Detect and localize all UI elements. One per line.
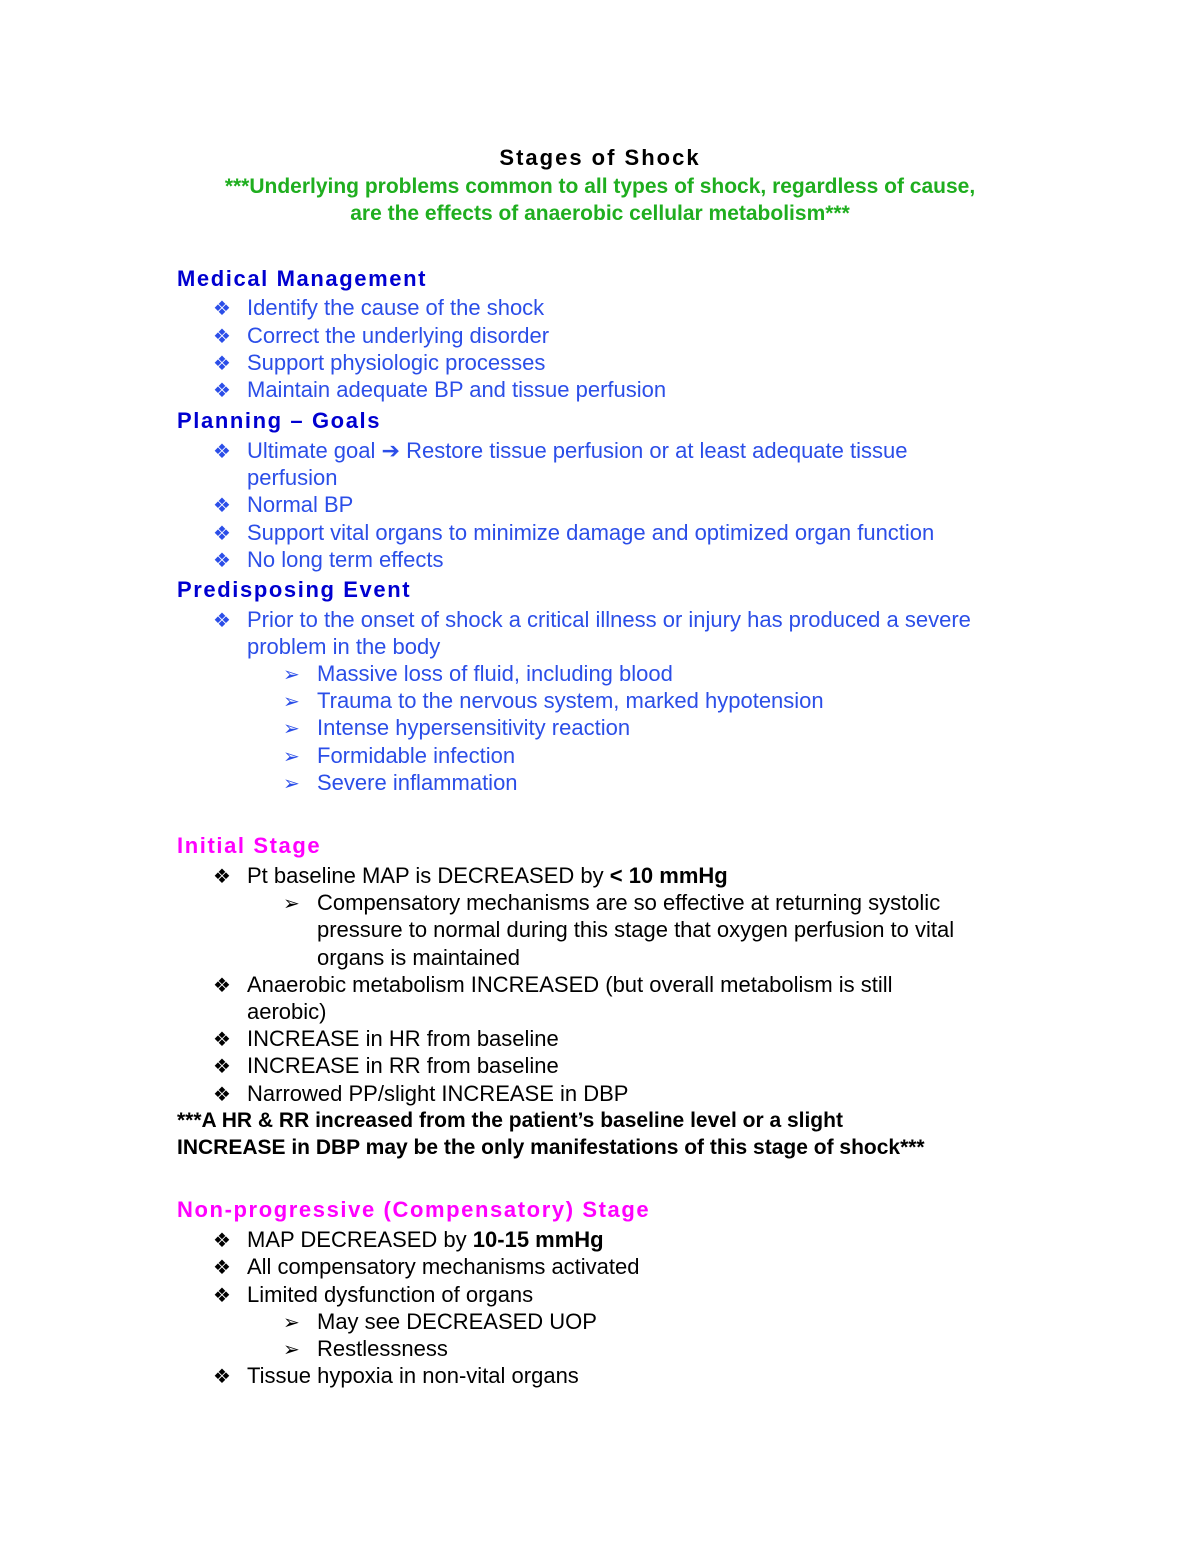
heading-planning-goals: Planning – Goals xyxy=(177,408,382,433)
sub-list-item-continuation: pressure to normal during this stage that oxygen perfusion to vital xyxy=(317,917,955,942)
diamond-bullet-icon: ❖ xyxy=(213,1084,231,1106)
list-item: Normal BP xyxy=(247,492,354,517)
arrowhead-bullet-icon: ➢ xyxy=(283,773,300,795)
diamond-bullet-icon: ❖ xyxy=(213,380,231,402)
sub-list-item: Severe inflammation xyxy=(317,770,518,795)
list-item-continuation: perfusion xyxy=(247,465,338,490)
sub-list-item: Compensatory mechanisms are so effective at returning systolic xyxy=(317,890,941,915)
diamond-bullet-icon: ❖ xyxy=(213,610,231,632)
note-line-1: ***A HR & RR increased from the patient’s baseline level or a slight xyxy=(177,1109,843,1132)
page-title: Stages of Shock xyxy=(499,145,701,170)
arrowhead-bullet-icon: ➢ xyxy=(283,718,300,740)
right-arrow-icon: ➔ xyxy=(381,438,400,463)
list-item-text: Ultimate goal xyxy=(247,438,382,463)
heading-nonprogressive-stage: Non-progressive (Compensatory) Stage xyxy=(177,1197,651,1222)
sub-list-item: Intense hypersensitivity reaction xyxy=(317,715,631,740)
diamond-bullet-icon: ❖ xyxy=(213,298,231,320)
list-item: Limited dysfunction of organs xyxy=(247,1282,534,1307)
sub-list-item: Massive loss of fluid, including blood xyxy=(317,661,673,686)
diamond-bullet-icon: ❖ xyxy=(213,1257,231,1279)
list-item: Identify the cause of the shock xyxy=(247,295,545,320)
list-item: Tissue hypoxia in non-vital organs xyxy=(247,1363,579,1388)
list-item: Support vital organs to minimize damage and optimized organ function xyxy=(247,520,935,545)
diamond-bullet-icon: ❖ xyxy=(213,353,231,375)
diamond-bullet-icon: ❖ xyxy=(213,866,231,888)
arrowhead-bullet-icon: ➢ xyxy=(283,893,300,915)
diamond-bullet-icon: ❖ xyxy=(213,441,231,463)
diamond-bullet-icon: ❖ xyxy=(213,523,231,545)
diamond-bullet-icon: ❖ xyxy=(213,326,231,348)
diamond-bullet-icon: ❖ xyxy=(213,550,231,572)
arrowhead-bullet-icon: ➢ xyxy=(283,1312,300,1334)
list-item: No long term effects xyxy=(247,547,444,572)
list-item-continuation: problem in the body xyxy=(247,634,441,659)
list-item-continuation: aerobic) xyxy=(247,999,327,1024)
sub-list-item-continuation: organs is maintained xyxy=(317,945,521,970)
diamond-bullet-icon: ❖ xyxy=(213,1230,231,1252)
arrowhead-bullet-icon: ➢ xyxy=(283,664,300,686)
list-item-text: MAP DECREASED by xyxy=(247,1227,473,1252)
heading-medical-management: Medical Management xyxy=(177,266,428,291)
list-item: All compensatory mechanisms activated xyxy=(247,1254,640,1279)
heading-initial-stage: Initial Stage xyxy=(177,833,322,858)
diamond-bullet-icon: ❖ xyxy=(213,1029,231,1051)
arrowhead-bullet-icon: ➢ xyxy=(283,691,300,713)
map-value: < 10 mmHg xyxy=(609,863,728,888)
list-item: Prior to the onset of shock a critical illness or injury has produced a severe xyxy=(247,607,971,632)
list-item: Support physiologic processes xyxy=(247,350,546,375)
note-line-2: INCREASE in DBP may be the only manifestations of this stage of shock*** xyxy=(177,1136,925,1159)
list-item xyxy=(247,437,907,464)
sub-list-item: Formidable infection xyxy=(317,743,516,768)
diamond-bullet-icon: ❖ xyxy=(213,495,231,517)
arrowhead-bullet-icon: ➢ xyxy=(283,1339,300,1361)
diamond-bullet-icon: ❖ xyxy=(213,975,231,997)
heading-predisposing-event: Predisposing Event xyxy=(177,577,412,602)
diamond-bullet-icon: ❖ xyxy=(213,1285,231,1307)
sub-list-item: Trauma to the nervous system, marked hypotension xyxy=(317,688,824,713)
list-item: INCREASE in RR from baseline xyxy=(247,1053,559,1078)
diamond-bullet-icon: ❖ xyxy=(213,1366,231,1388)
sub-list-item: Restlessness xyxy=(317,1336,448,1361)
list-item: Maintain adequate BP and tissue perfusion xyxy=(247,377,667,402)
diamond-bullet-icon: ❖ xyxy=(213,1056,231,1078)
subtitle-line-1: ***Underlying problems common to all types of shock, regardless of cause, xyxy=(224,175,976,198)
list-item xyxy=(247,1226,604,1253)
sub-list-item: May see DECREASED UOP xyxy=(317,1309,597,1334)
list-item: Anaerobic metabolism INCREASED (but overall metabolism is still xyxy=(247,972,893,997)
map-value: 10-15 mmHg xyxy=(472,1227,604,1252)
subtitle-line-2: are the effects of anaerobic cellular metabolism*** xyxy=(350,202,850,225)
list-item-text: Restore tissue perfusion or at least adequate tissue xyxy=(399,438,908,463)
list-item xyxy=(247,862,728,889)
list-item: Narrowed PP/slight INCREASE in DBP xyxy=(247,1081,629,1106)
arrowhead-bullet-icon: ➢ xyxy=(283,746,300,768)
list-item: INCREASE in HR from baseline xyxy=(247,1026,559,1051)
list-item-text: Pt baseline MAP is DECREASED by xyxy=(247,863,610,888)
list-item: Correct the underlying disorder xyxy=(247,323,550,348)
